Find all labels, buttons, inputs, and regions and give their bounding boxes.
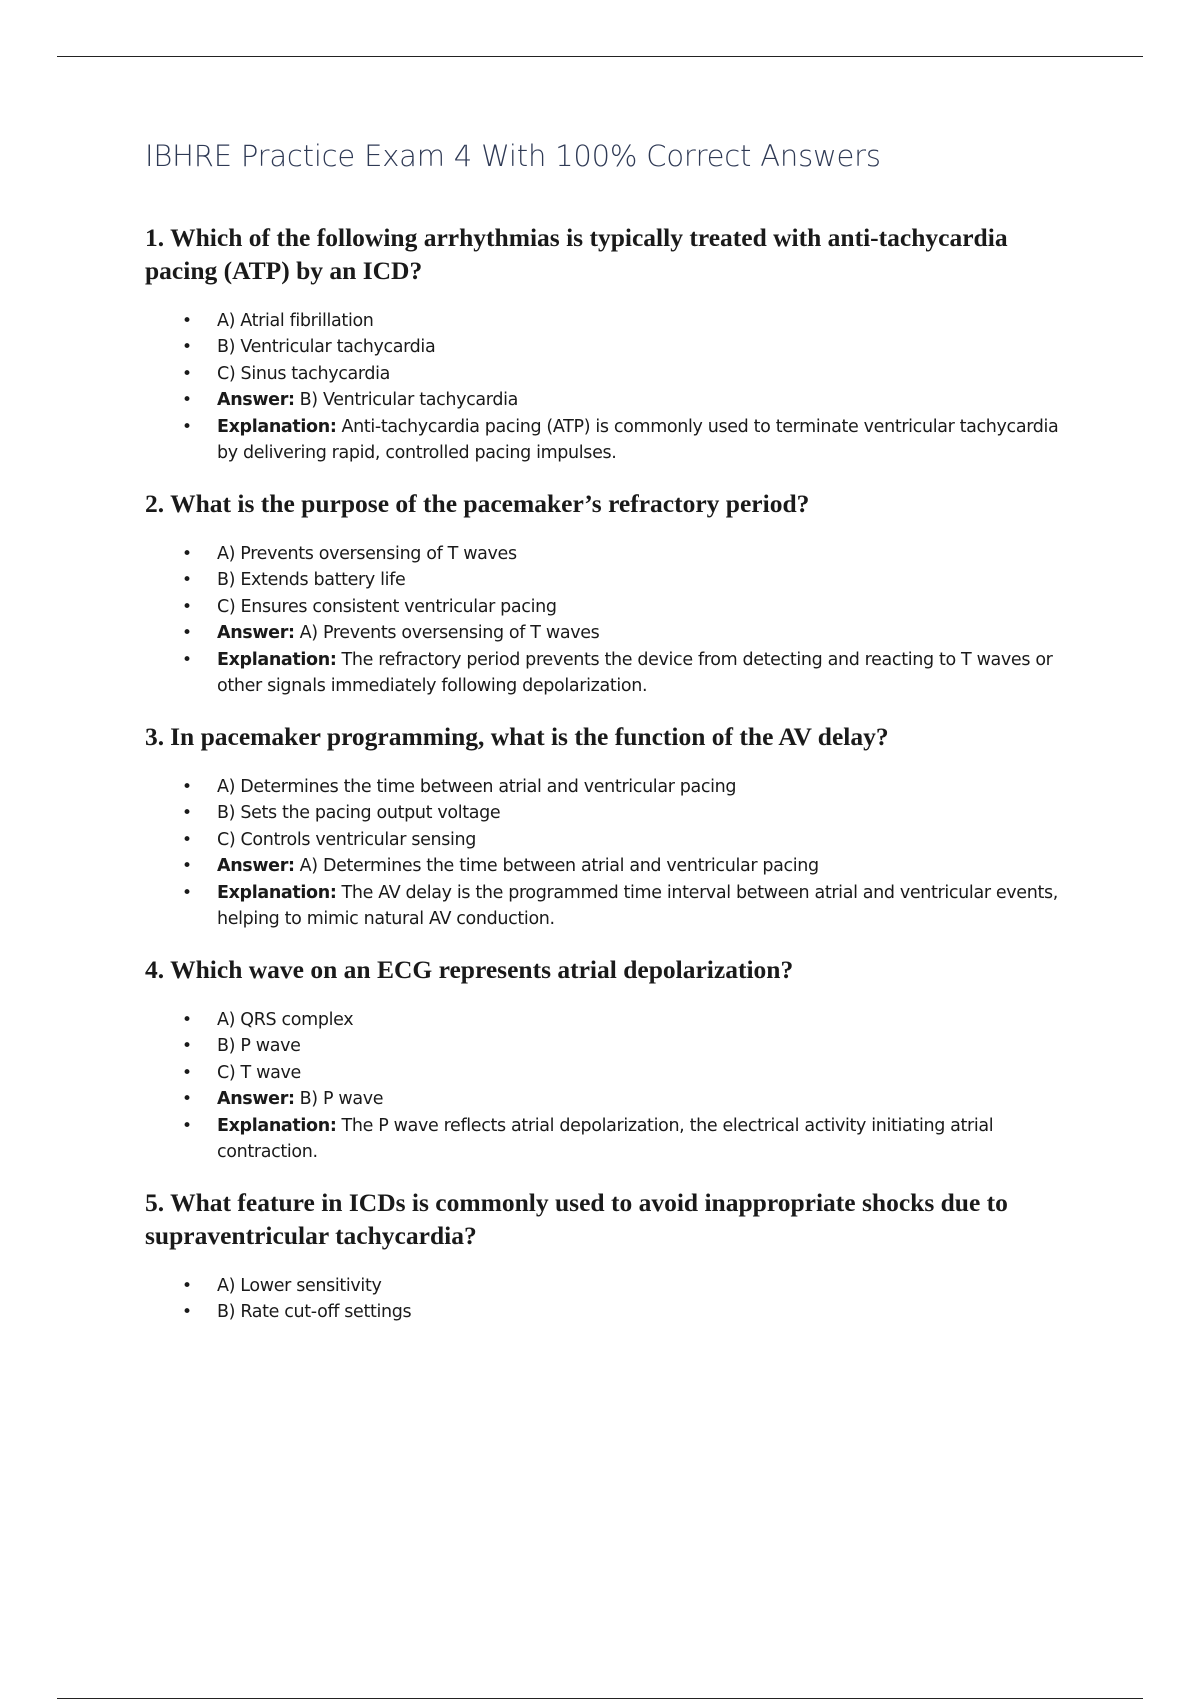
explanation-item [217, 647, 1080, 700]
document-body [145, 138, 1080, 1346]
answer-value: B) P wave [299, 1089, 384, 1110]
question-3 [145, 720, 1080, 933]
option-list [145, 1273, 1080, 1326]
explanation-text: The refractory period prevents the device from detecting and reacting to T waves or other signals immediately following depolarization. [217, 649, 1053, 697]
explanation-text: Anti-tachycardia pacing (ATP) is commonly used to terminate ventricular tachycardia by delivering rapid, controlled pacing impulses. [217, 416, 1059, 464]
answer-value: A) Determines the time between atrial and ventricular pacing [299, 856, 819, 877]
top-rule [57, 56, 1143, 57]
option-b: • B) Extends battery life [217, 567, 1080, 594]
option-list [145, 308, 1080, 467]
question-2 [145, 487, 1080, 700]
question-body: In pacemaker programming, what is the function of the AV delay? [170, 721, 889, 751]
explanation-label: Explanation: [217, 882, 337, 903]
explanation-label: Explanation: [217, 649, 337, 670]
option-a: • A) Determines the time between atrial and ventricular pacing [217, 774, 1080, 801]
explanation-label: Explanation: [217, 416, 337, 437]
page-title: IBHRE Practice Exam 4 With 100% Correct Answers [145, 139, 881, 173]
option-c: • C) Controls ventricular sensing [217, 827, 1080, 854]
option-a: • A) Atrial fibrillation [217, 308, 1080, 335]
answer-value: A) Prevents oversensing of T waves [299, 623, 600, 644]
question-number: 2. [145, 488, 165, 518]
question-text [145, 953, 1080, 986]
answer-value: B) Ventricular tachycardia [299, 390, 518, 411]
question-text [145, 1186, 1080, 1252]
option-list [145, 1007, 1080, 1166]
answer-label: Answer: [217, 1089, 295, 1110]
option-a: • A) Lower sensitivity [217, 1273, 1080, 1300]
bottom-rule [57, 1698, 1143, 1699]
answer-label: Answer: [217, 623, 295, 644]
answer-label: Answer: [217, 390, 295, 411]
explanation-item [217, 414, 1080, 467]
option-list [145, 541, 1080, 700]
explanation-label: Explanation: [217, 1115, 337, 1136]
option-b: • B) Ventricular tachycardia [217, 334, 1080, 361]
question-number: 5. [145, 1187, 165, 1217]
explanation-item [217, 880, 1080, 933]
question-body: What is the purpose of the pacemaker’s refractory period? [170, 488, 810, 518]
answer-item [217, 853, 1080, 880]
question-4 [145, 953, 1080, 1166]
option-a: • A) Prevents oversensing of T waves [217, 541, 1080, 568]
option-a: • A) QRS complex [217, 1007, 1080, 1034]
question-number: 1. [145, 222, 165, 252]
explanation-item [217, 1113, 1080, 1166]
option-c: • C) T wave [217, 1060, 1080, 1087]
question-5 [145, 1186, 1080, 1326]
option-c: • C) Sinus tachycardia [217, 361, 1080, 388]
question-body: Which of the following arrhythmias is typically treated with anti-tachycardia pacing (ATP) by an ICD? [145, 222, 1008, 285]
question-text [145, 221, 1080, 287]
option-b: • B) Sets the pacing output voltage [217, 800, 1080, 827]
question-number: 4. [145, 954, 165, 984]
explanation-text: The AV delay is the programmed time interval between atrial and ventricular events, helping to mimic natural AV conduction. [217, 882, 1058, 930]
question-text [145, 720, 1080, 753]
answer-item [217, 387, 1080, 414]
answer-label: Answer: [217, 856, 295, 877]
question-number: 3. [145, 721, 165, 751]
question-text [145, 487, 1080, 520]
option-b: • B) Rate cut-off settings [217, 1299, 1080, 1326]
explanation-text: The P wave reflects atrial depolarization, the electrical activity initiating atrial contraction. [217, 1115, 994, 1163]
question-body: What feature in ICDs is commonly used to avoid inappropriate shocks due to supraventricular tachycardia? [145, 1187, 1008, 1250]
question-body: Which wave on an ECG represents atrial depolarization? [170, 954, 794, 984]
option-b: • B) P wave [217, 1033, 1080, 1060]
question-1 [145, 221, 1080, 467]
answer-item [217, 1086, 1080, 1113]
option-c: • C) Ensures consistent ventricular pacing [217, 594, 1080, 621]
option-list [145, 774, 1080, 933]
answer-item [217, 620, 1080, 647]
